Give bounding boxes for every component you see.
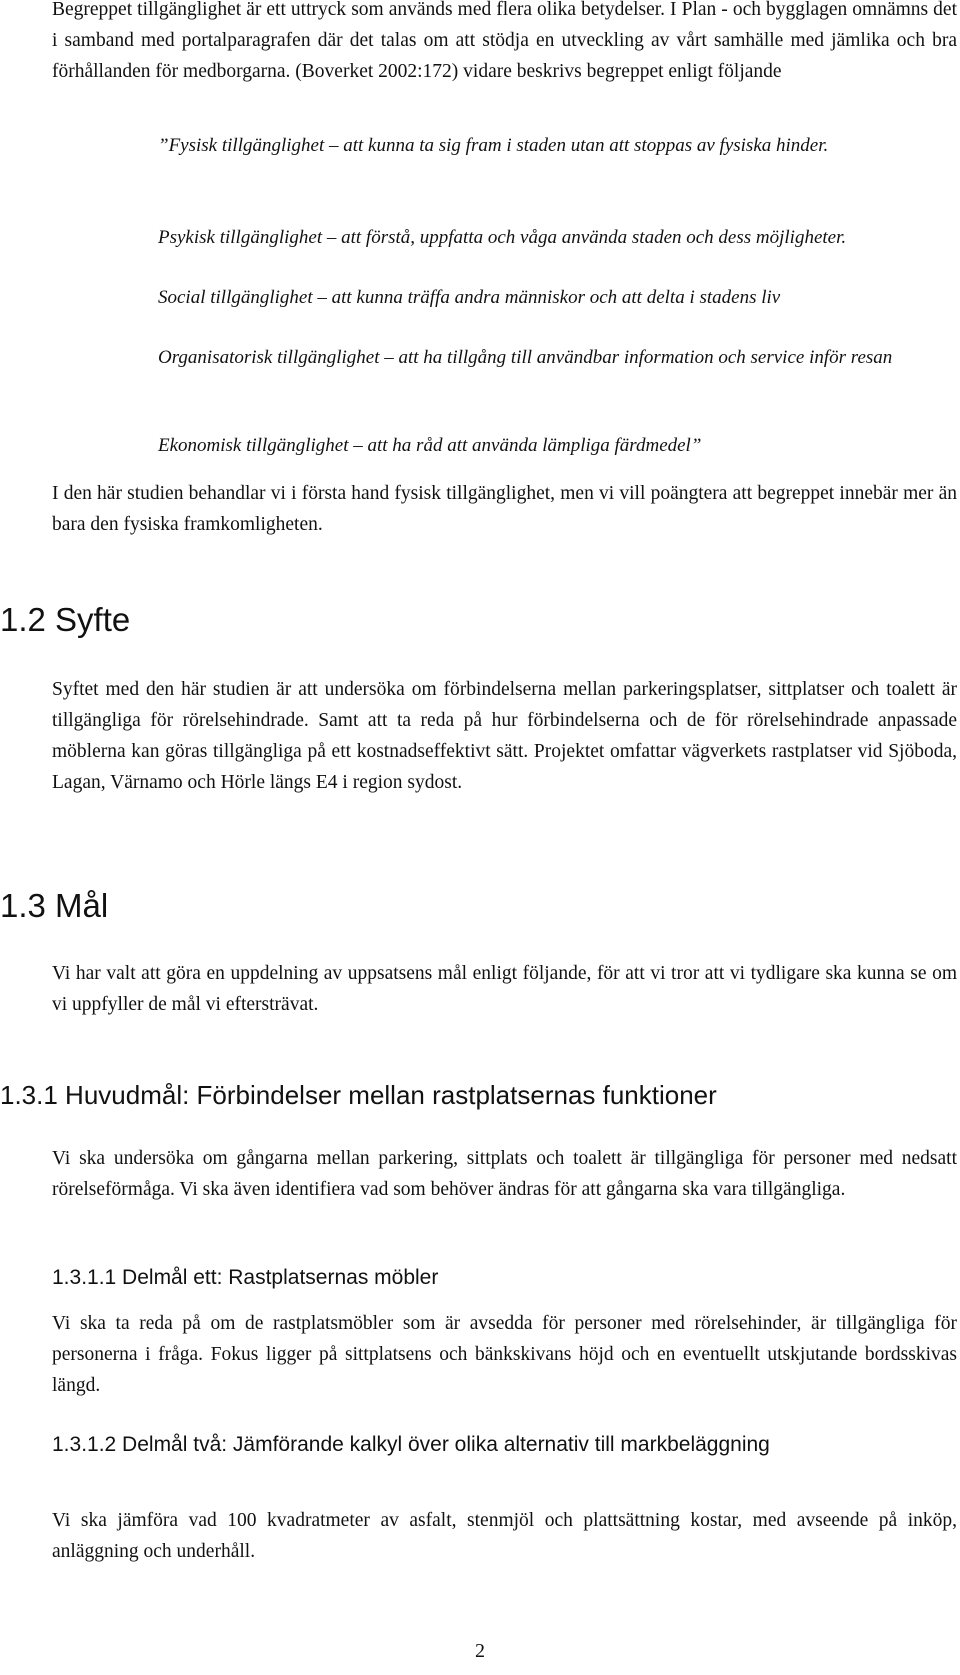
intro-paragraph: Begreppet tillgänglighet är ett uttryck som används med flera olika betydelser. I Plan - och bygglagen omnämns det i samband med portalparagrafen där det talas om att stödja en utveckling av vårt samhälle med jämlika och bra förhållanden för medborgarna. (Boverket 2002:172) vidare beskrivs begreppet enligt följande xyxy=(52,0,957,82)
heading-delmal-2: 1.3.1.2 Delmål två: Jämförande kalkyl över olika alternativ till markbeläggning xyxy=(52,1433,770,1456)
mal-paragraph: Vi har valt att göra en uppdelning av uppsatsens mål enligt följande, för att vi tror att vi tydligare ska kunna se om vi uppfyller de mål vi eftersträvat. xyxy=(52,963,957,1015)
quote-social: Social tillgänglighet – att kunna träffa andra människor och att delta i stadens liv xyxy=(158,287,781,308)
quote-ekonomisk: Ekonomisk tillgänglighet – att ha råd att använda lämpliga färdmedel” xyxy=(158,435,702,456)
heading-delmal-1: 1.3.1.1 Delmål ett: Rastplatsernas möbler xyxy=(52,1266,439,1289)
huvudmal-paragraph: Vi ska undersöka om gångarna mellan parkering, sittplats och toalett är tillgängliga för personer med nedsatt rörelseförmåga. Vi ska även identifiera vad som behöver ändras för att gångarna ska vara tillgängliga. xyxy=(52,1148,957,1200)
quote-psykisk: Psykisk tillgänglighet – att förstå, uppfatta och våga använda staden och dess möjligheter. xyxy=(158,227,847,248)
quote-fysisk: ”Fysisk tillgänglighet – att kunna ta sig fram i staden utan att stoppas av fysiska hinder. xyxy=(158,135,829,156)
heading-syfte: 1.2 Syfte xyxy=(0,601,131,638)
heading-mal: 1.3 Mål xyxy=(0,887,109,924)
page-number: 2 xyxy=(475,1640,485,1662)
delmal-1-paragraph: Vi ska ta reda på om de rastplatsmöbler som är avsedda för personer med rörelsehinder, är tillgängliga för personerna i fråga. Fokus ligger på sittplatsens och bänkskivans höjd och en eventuellt utskjutande bordsskivas längd. xyxy=(52,1313,957,1396)
intro-after-paragraph: I den här studien behandlar vi i första hand fysisk tillgänglighet, men vi vill poängtera att begreppet innebär mer än bara den fysiska framkomligheten. xyxy=(52,483,957,535)
heading-huvudmal: 1.3.1 Huvudmål: Förbindelser mellan rastplatsernas funktioner xyxy=(0,1080,717,1110)
delmal-2-paragraph: Vi ska jämföra vad 100 kvadratmeter av asfalt, stenmjöl och plattsättning kostar, med avseende på inköp, anläggning och underhåll. xyxy=(52,1510,957,1562)
quote-organisatorisk: Organisatorisk tillgänglighet – att ha tillgång till användbar information och service inför resan xyxy=(158,347,893,368)
syfte-paragraph: Syftet med den här studien är att undersöka om förbindelserna mellan parkeringsplatser, sittplatser och toalett är tillgängliga för rörelsehindrade. Samt att ta reda på hur förbindelserna och de för rörelsehindrade anpassade möblerna kan göras tillgängliga på ett kostnadseffektivt sätt. Projektet omfattar vägverkets rastplatser vid Sjöboda, Lagan, Värnamo och Hörle längs E4 i region sydost. xyxy=(52,679,957,793)
